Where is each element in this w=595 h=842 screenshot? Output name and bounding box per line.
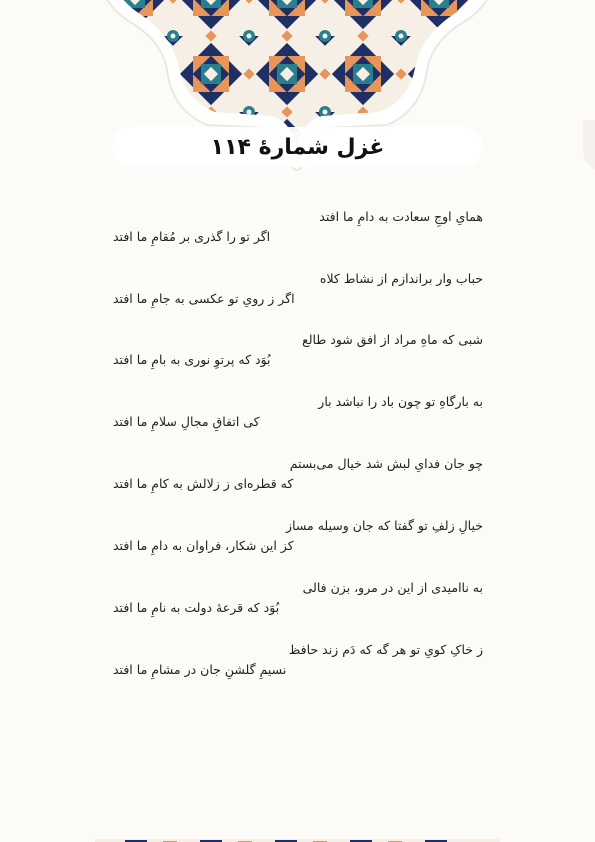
couplet-second-line: نسیمِ گلشنِ جان در مشامِ ما افتد — [113, 662, 287, 677]
couplet-first-line: چو جان فدایِ لبش شد خیال می‌بستم — [289, 456, 483, 471]
couplet-first-line: شبی که ماهِ مراد از افق شود طالع — [302, 332, 483, 347]
couplet-second-line: بُوَد که پرتوِ نوری به بامِ ما افتد — [113, 352, 271, 367]
couplet-second-line: کی اتفاقِ مجالِ سلامِ ما افتد — [113, 414, 260, 429]
couplet-second-line: اگر ز رویِ تو عکسی به جامِ ما افتد — [113, 291, 295, 306]
couplet-second-line: کز این شکار، فراوان به دامِ ما افتد — [113, 538, 294, 553]
couplet-first-line: خیالِ زلفِ تو گفتا که جان وسیله مساز — [286, 518, 483, 533]
side-decoration — [583, 120, 595, 172]
couplet-second-line: اگر تو را گذری بر مُقامِ ما افتد — [113, 229, 271, 244]
couplet-first-line: همایِ اوجِ سعادت به دامِ ما افتد — [319, 209, 483, 224]
poem-title: غزل شمارهٔ ۱۱۴ — [210, 135, 385, 160]
couplet-second-line: که قطره‌ای ز زلالش به کامِ ما افتد — [113, 476, 294, 491]
couplet-first-line: به بارگاهِ تو چون باد را نباشد بار — [318, 394, 483, 409]
couplet-first-line: به ناامیدی از این در مرو، بزن فالی — [302, 580, 483, 595]
couplet-first-line: ز خاکِ کویِ تو هر گه که دَم زند حافظ — [288, 642, 483, 657]
couplet-second-line: بُوَد که قرعهٔ دولت به نامِ ما افتد — [113, 600, 280, 615]
ornamental-footer-strip — [95, 836, 500, 842]
couplet-first-line: حباب وار براندازم از نشاط کلاه — [319, 271, 483, 286]
